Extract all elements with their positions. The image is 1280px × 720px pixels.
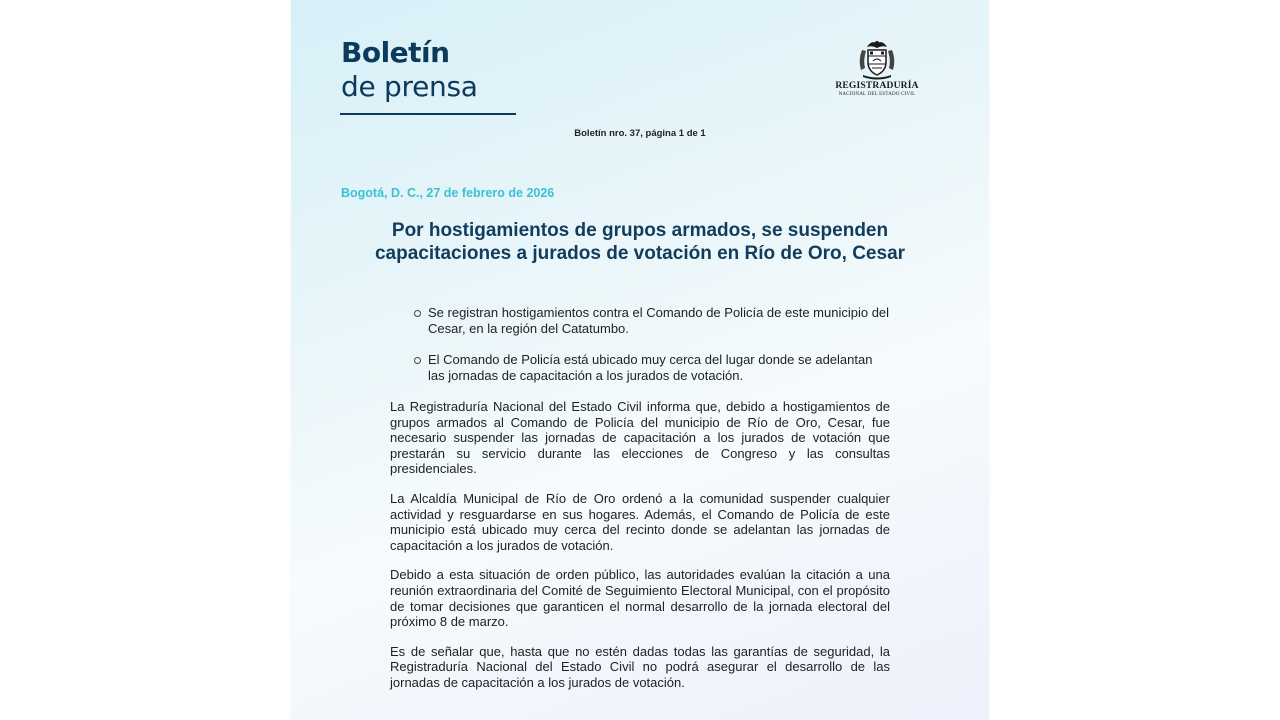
bullet-text: Se registran hostigamientos contra el Comando de Policía de este municipio del Cesar, en la región del Catatumbo. (428, 305, 890, 336)
body-paragraph: Es de señalar que, hasta que no estén dadas todas las garantías de seguridad, la Registraduría Nacional del Estado Civil no podrá asegurar el desarrollo de las jornadas de capacitación a los jurados de votación. (390, 643, 890, 690)
summary-bullets (410, 305, 892, 399)
press-release-page (291, 0, 989, 720)
body-paragraph: Debido a esta situación de orden público, las autoridades evalúan la citación a una reunión extraordinaria del Comité de Seguimiento Electoral Municipal, con el propósito de tomar decisiones que garanticen el normal desarrollo de la jornada electoral del próximo 8 de marzo. (390, 567, 890, 630)
bulletin-title: Boletín (341, 36, 450, 69)
body-text (390, 399, 890, 705)
bullet-circle-icon (414, 357, 421, 364)
body-paragraph: La Registraduría Nacional del Estado Civil informa que, debido a hostigamientos de grupos armados al Comando de Policía del municipio de Río de Oro, Cesar, fue necesario suspender las jornadas de capacitación a los jurados de votación que prestarán su servicio durante las elecciones de Congreso y las consultas presidenciales. (390, 399, 890, 477)
body-paragraph: La Alcaldía Municipal de Río de Oro ordenó a la comunidad suspender cualquier actividad y resguardarse en sus hogares. Además, el Comando de Policía de este municipio está ubicado muy cerca del recinto donde se adelantan las jornadas de capacitación a los jurados de votación. (390, 490, 890, 553)
bulletin-subtitle: de prensa (341, 70, 478, 103)
logo-subtitle: NACIONAL DEL ESTADO CIVIL (838, 92, 916, 97)
dateline: Bogotá, D. C., 27 de febrero de 2026 (341, 186, 555, 200)
bulletin-reference: Boletín nro. 37, página 1 de 1 (574, 128, 706, 139)
bullet-circle-icon (414, 310, 421, 317)
bullet-item (410, 305, 892, 337)
headline: Por hostigamientos de grupos armados, se suspenden capacitaciones a jurados de votación en Río de Oro, Cesar (374, 220, 906, 264)
coat-of-arms-icon (853, 38, 901, 80)
title-underline (340, 113, 516, 115)
logo-name: REGISTRADURÍA (835, 81, 919, 91)
registraduria-logo (827, 38, 927, 102)
bullet-text: El Comando de Policía está ubicado muy cerca del lugar donde se adelantan las jornadas de capacitación a los jurados de votación. (428, 352, 873, 383)
bullet-item (410, 352, 892, 384)
